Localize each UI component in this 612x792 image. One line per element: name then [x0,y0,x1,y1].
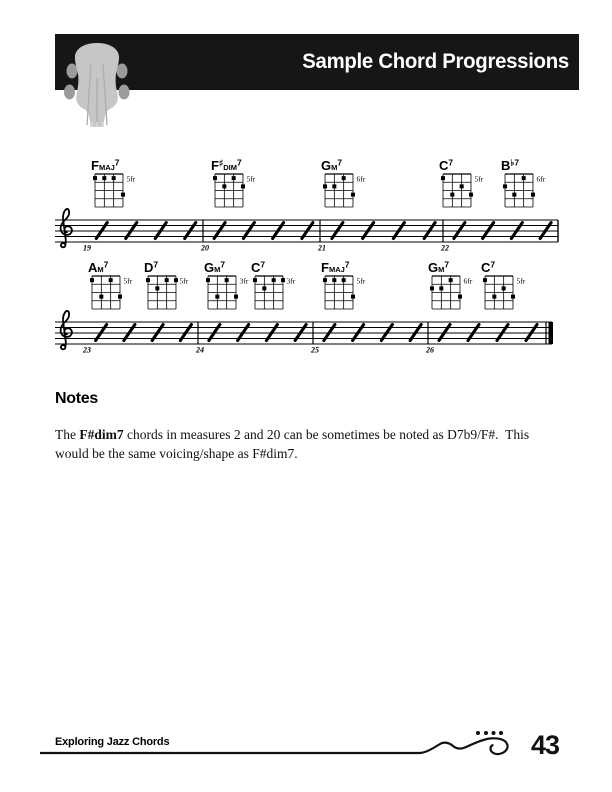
finger-dot [441,176,445,180]
finger-dot [439,286,443,290]
finger-dot [332,184,336,188]
finger-dot [262,286,266,290]
finger-dot [253,278,257,282]
finger-dot [121,193,125,197]
finger-dot [90,278,94,282]
measure-number: 21 [318,243,326,253]
treble-clef-icon [61,209,72,247]
finger-dot [502,286,506,290]
music-system-1 [55,158,600,260]
finger-dot [458,295,462,299]
chord-label: $GM^7$ [204,260,226,275]
chord-block-Gm7 [428,260,473,309]
notes-text: The [55,426,80,442]
finger-dot [146,278,150,282]
chord-label: $GM^7$ [428,260,450,275]
finger-dot [430,286,434,290]
finger-dot [503,184,507,188]
chord-label: $C^7$ [481,260,496,275]
measure-number: 24 [196,345,204,355]
chord-label: FMAJ$^7$ [91,158,120,173]
staff-svg [55,158,600,260]
page-number: 43 [531,730,560,760]
measure-number: 25 [311,345,319,355]
chord-block-Fmaj7 [321,260,366,309]
finger-dot [215,295,219,299]
finger-dot [351,193,355,197]
finger-dot [512,193,516,197]
finger-dot [174,278,178,282]
fret-position-label: 6fr [356,174,366,184]
finger-dot [225,278,229,282]
finger-dot [522,176,526,180]
treble-clef-icon [61,311,72,349]
chord-label: B♭7 [501,158,520,173]
music-system-2 [55,260,600,362]
finger-dot [449,278,453,282]
chord-block-C7 [251,260,296,309]
finger-dot [281,278,285,282]
finger-dot [483,278,487,282]
chord-block-C7 [481,260,526,309]
finger-dot [450,193,454,197]
finger-dot [109,278,113,282]
finger-dot [492,295,496,299]
finger-dot [351,295,355,299]
finger-dot [272,278,276,282]
chord-block-Gm7 [204,260,249,309]
finger-dot [165,278,169,282]
final-barline-thick [549,322,554,344]
chord-label: $C^7$ [251,260,266,275]
header-bar [55,34,579,90]
chord-label: $AM^7$ [88,260,109,275]
finger-dot [323,278,327,282]
fret-position-label: 5fr [474,174,484,184]
ukulele-headstock-icon [64,40,130,140]
notes-bold-term: F#dim7 [79,426,124,442]
chord-label: $F^♯_{DIM}^7$ [211,158,242,173]
finger-dot [469,193,473,197]
finger-dot [155,286,159,290]
fret-position-label: 5fr [123,276,133,286]
finger-dot [112,176,116,180]
chord-block-Fmaj7 [91,158,136,207]
chord-label: $C^7$ [439,158,454,173]
measure-number: 23 [83,345,91,355]
notes-paragraph [55,425,555,463]
chord-label: $GM^7$ [321,158,343,173]
finger-dot [222,184,226,188]
finger-dot [232,176,236,180]
chord-label: $D^7$ [144,260,159,275]
fret-position-label: 6fr [463,276,473,286]
fret-position-label: 5fr [356,276,366,286]
chord-block-Am7 [88,260,133,309]
notes-heading: Notes [55,390,98,407]
measure-number: 22 [441,243,449,253]
staff-svg [55,260,600,362]
finger-dot [241,184,245,188]
chord-block-C7 [439,158,484,207]
chord-block-D7 [144,260,189,309]
fret-position-label: 5fr [126,174,136,184]
finger-dot [99,295,103,299]
finger-dot [460,184,464,188]
page-title: Sample Chord Progressions [302,50,569,73]
finger-dot [118,295,122,299]
finger-dot [511,295,515,299]
footer-guitar-silhouette-icon [40,726,520,762]
finger-dot [531,193,535,197]
fret-position-label: 3fr [286,276,296,286]
finger-dot [342,278,346,282]
notes-text: chords in measures 2 and 20 can be sometimes be noted as D7b9/F#. This would be the same voicing/shape as F#dim7. [55,426,530,461]
chord-block-Bb7 [501,158,546,207]
fret-position-label: 6fr [536,174,546,184]
chord-label: FMAJ$^7$ [321,260,350,275]
finger-dot [93,176,97,180]
finger-dot [323,184,327,188]
chord-block-F#dim7 [211,158,256,207]
measure-number: 26 [426,345,434,355]
finger-dot [102,176,106,180]
measure-number: 19 [83,243,91,253]
fret-position-label: 5fr [516,276,526,286]
finger-dot [206,278,210,282]
footer-book-title: Exploring Jazz Chords [55,736,170,748]
finger-dot [332,278,336,282]
fret-position-label: 5fr [246,174,256,184]
measure-number: 20 [201,243,209,253]
finger-dot [234,295,238,299]
chord-block-Gm7 [321,158,366,207]
finger-dot [213,176,217,180]
fret-position-label: 3fr [239,276,249,286]
fret-position-label: 5fr [179,276,189,286]
finger-dot [342,176,346,180]
